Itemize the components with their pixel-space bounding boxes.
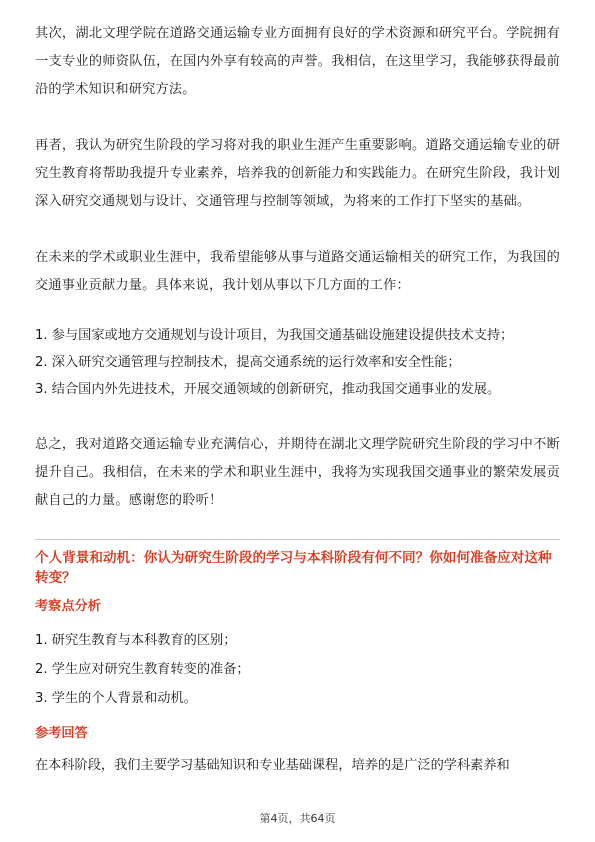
- list-item: 3. 学生的个人背景和动机。: [35, 691, 197, 706]
- section-divider: [35, 539, 560, 540]
- list-item: 2. 深入研究交通管理与控制技术，提高交通系统的运行效率和安全性能；: [35, 355, 461, 370]
- paragraph-academic-resources: 其次，湖北文理学院在道路交通运输专业方面拥有良好的学术资源和研究平台。学院拥有一支专业的师资队伍，在国内外享有较高的声誉。我相信，在这里学习，我能够获得最前沿的学术知识和研究方法。: [35, 26, 560, 97]
- plan-list: [35, 322, 560, 403]
- list-item: 2. 学生应对研究生教育转变的准备；: [35, 662, 250, 677]
- document-page: [35, 20, 560, 779]
- analysis-heading: 考察点分析: [35, 599, 101, 614]
- page-number: 第4页，共64页: [259, 812, 336, 825]
- reference-heading: 参考回答: [35, 726, 88, 741]
- paragraph-conclusion: 总之，我对道路交通运输专业充满信心，并期待在湖北文理学院研究生阶段的学习中不断提升自己。我相信，在未来的学术和职业生涯中，我将为实现我国交通事业的繁荣发展贡献自己的力量。感谢您的聆听！: [35, 437, 560, 508]
- paragraph-career-impact: 再者，我认为研究生阶段的学习将对我的职业生涯产生重要影响。道路交通运输专业的研究生教育将帮助我提升专业素养，培养我的创新能力和实践能力。在研究生阶段，我计划深入研究交通规划与设计、交通管理与控制等领域，为将来的工作打下坚实的基础。: [35, 138, 560, 209]
- list-item: 1. 研究生教育与本科教育的区别；: [35, 633, 237, 648]
- list-item: 1. 参与国家或地方交通规划与设计项目，为我国交通基础设施建设提供技术支持；: [35, 328, 514, 343]
- reference-answer: 在本科阶段，我们主要学习基础知识和专业基础课程，培养的是广泛的学科素养和: [35, 758, 510, 773]
- list-item: 3. 结合国内外先进技术，开展交通领域的创新研究，推动我国交通事业的发展。: [35, 382, 501, 397]
- paragraph-future-plans: 在未来的学术或职业生涯中，我希望能够从事与道路交通运输相关的研究工作，为我国的交通事业贡献力量。具体来说，我计划从事以下几方面的工作：: [35, 250, 560, 293]
- analysis-list: [35, 626, 560, 713]
- interview-question: 个人背景和动机：你认为研究生阶段的学习与本科阶段有何不同？你如何准备应对这种转变？: [35, 550, 552, 586]
